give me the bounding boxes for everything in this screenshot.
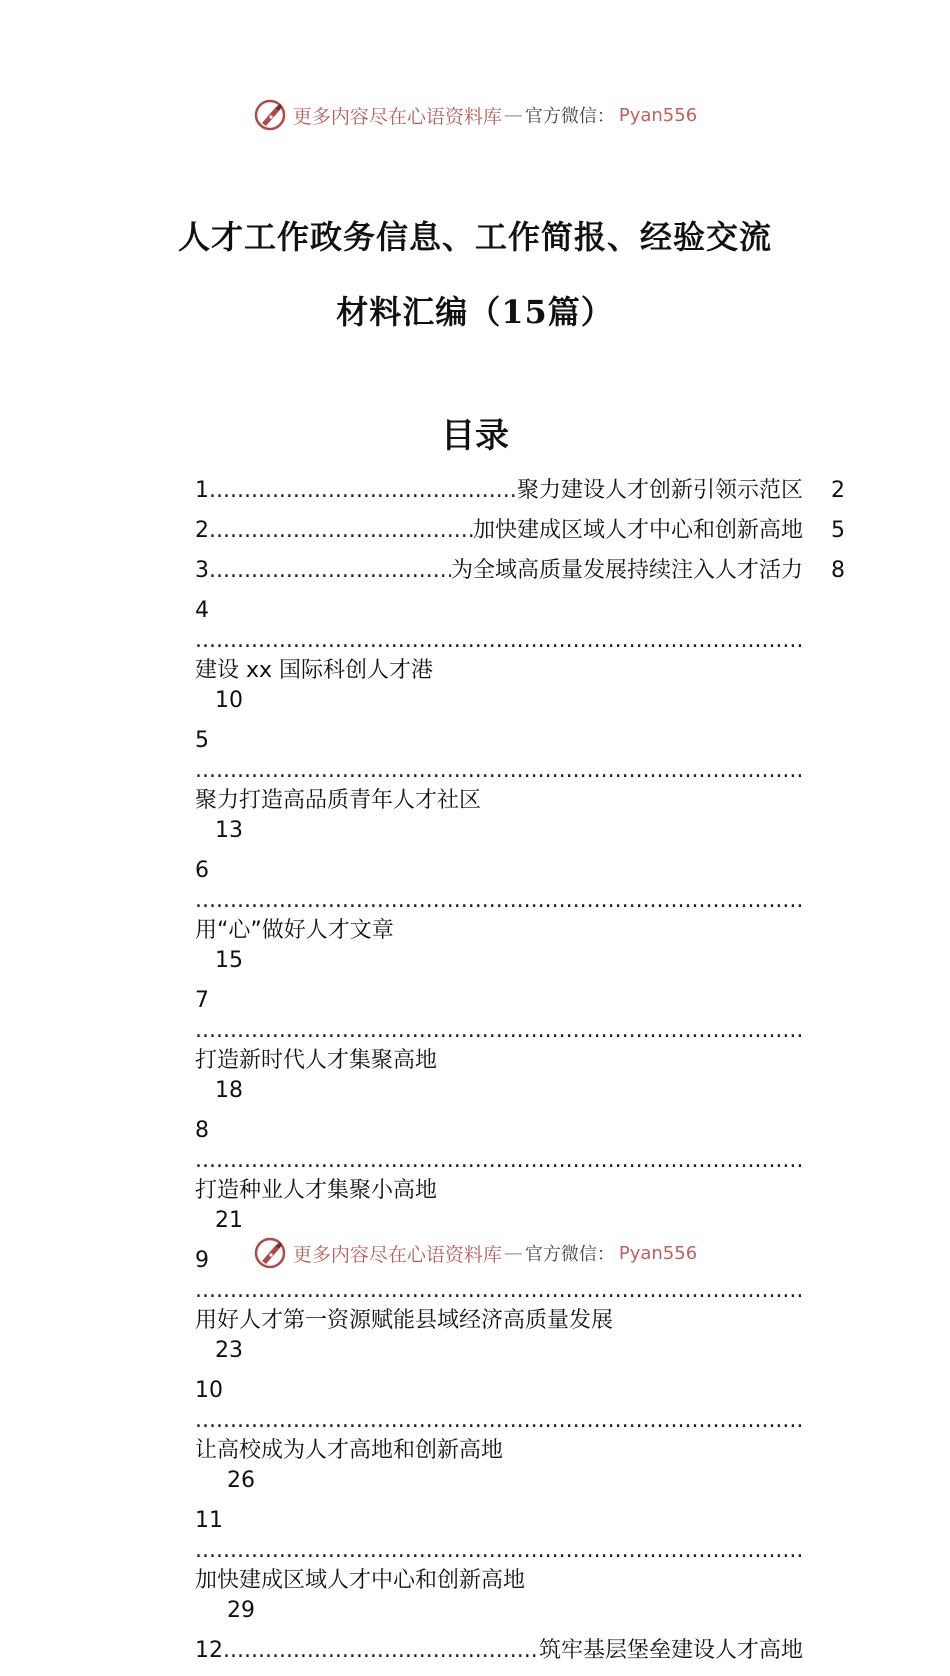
toc-entry-number: 8: [195, 1118, 209, 1143]
watermark-wechat-id: Pyan556: [618, 104, 698, 126]
toc-leader-dots: [209, 516, 473, 546]
toc-entry[interactable]: [195, 516, 845, 546]
toc-entry-title: 加快建成区域人才中心和创新高地: [195, 1568, 526, 1593]
toc-leader-dots: [195, 1406, 803, 1436]
toc-entry-title: 用“心”做好人才文章: [195, 918, 394, 943]
toc-entry-title: 建设 xx 国际科创人才港: [195, 658, 434, 683]
toc-entry-title: 让高校成为人才高地和创新高地: [195, 1438, 504, 1463]
toc-entry-number: 11: [195, 1508, 223, 1533]
toc-leader-dots: [195, 1016, 803, 1046]
toc-entry-page: 29: [227, 1598, 255, 1623]
pen-nib-logo-icon: [253, 98, 287, 132]
toc-entry-page: 5: [831, 518, 845, 543]
toc-entry[interactable]: [195, 476, 845, 506]
toc-entry-page: 18: [215, 1078, 243, 1103]
toc-entry[interactable]: [195, 1506, 845, 1626]
toc-entry[interactable]: [195, 986, 845, 1106]
toc-heading: 目录: [441, 416, 509, 456]
toc-entry-number: 9: [195, 1248, 209, 1273]
toc-entry-page: 2: [831, 478, 845, 503]
toc-entry-number: 10: [195, 1378, 223, 1403]
watermark-text: 更多内容尽在心语资料库: [292, 1243, 502, 1266]
toc-leader-dots: [209, 476, 517, 506]
toc-entry-page: 21: [215, 1208, 243, 1233]
toc-entry-title: 为全域高质量发展持续注入人才活力: [450, 558, 803, 583]
toc-entry-number: 5: [195, 728, 209, 753]
pen-nib-logo-icon: [253, 1236, 287, 1270]
footer-watermark: [0, 1233, 950, 1273]
watermark-official-label: 官方微信：: [524, 106, 615, 127]
toc-entry-page: 10: [215, 688, 243, 713]
watermark-separator: —: [503, 104, 523, 126]
toc-entry-number: 6: [195, 858, 209, 883]
watermark-wechat-id: Pyan556: [618, 1242, 698, 1264]
document-title-line-2: 材料汇编（15篇）: [336, 293, 614, 331]
toc-leader-dots: [195, 626, 803, 656]
toc-entry[interactable]: [195, 856, 845, 976]
watermark-official-label: 官方微信：: [524, 1244, 615, 1265]
toc-leader-dots: [209, 556, 451, 586]
toc-entry[interactable]: [195, 1116, 845, 1236]
toc-leader-dots: [223, 1636, 539, 1666]
toc-entry[interactable]: [195, 556, 845, 586]
toc-entry-title: 打造新时代人才集聚高地: [195, 1048, 438, 1073]
watermark-text: 更多内容尽在心语资料库: [292, 105, 502, 128]
toc-entry-number: 3: [195, 558, 209, 583]
toc-entry-number: 12: [195, 1638, 223, 1663]
toc-entry-number: 2: [195, 518, 209, 543]
toc-entry[interactable]: [195, 596, 845, 716]
document-title-line-1: 人才工作政务信息、工作简报、经验交流: [177, 218, 772, 256]
toc-leader-dots: [195, 1276, 803, 1306]
toc-entry[interactable]: [195, 1376, 845, 1496]
toc-entry-title: 聚力打造高品质青年人才社区: [195, 788, 482, 813]
toc-entry-title: 筑牢基层堡垒建设人才高地: [538, 1638, 803, 1663]
toc-leader-dots: [195, 886, 803, 916]
toc-entry-number: 4: [195, 598, 209, 623]
toc-entry-title: 聚力建设人才创新引领示范区: [516, 478, 803, 503]
toc-entry-title: 加快建成区域人才中心和创新高地: [472, 518, 803, 543]
toc-entry-title: 用好人才第一资源赋能县域经济高质量发展: [195, 1308, 614, 1333]
toc-entry-page: 8: [831, 558, 845, 583]
toc-leader-dots: [195, 1146, 803, 1176]
toc-leader-dots: [195, 1536, 803, 1566]
toc-entry-title: 打造种业人才集聚小高地: [195, 1178, 438, 1203]
toc-entry-number: 7: [195, 988, 209, 1013]
watermark-separator: —: [503, 1242, 523, 1264]
toc-leader-dots: [195, 756, 803, 786]
header-watermark: [0, 95, 950, 135]
table-of-contents: [195, 476, 845, 1676]
toc-entry[interactable]: [195, 726, 845, 846]
toc-entry[interactable]: [195, 1636, 845, 1666]
toc-entry-page: 13: [215, 818, 243, 843]
toc-entry-page: 15: [215, 948, 243, 973]
toc-entry-number: 1: [195, 478, 209, 503]
toc-entry-page: 23: [215, 1338, 243, 1363]
toc-entry-page: 26: [227, 1468, 255, 1493]
